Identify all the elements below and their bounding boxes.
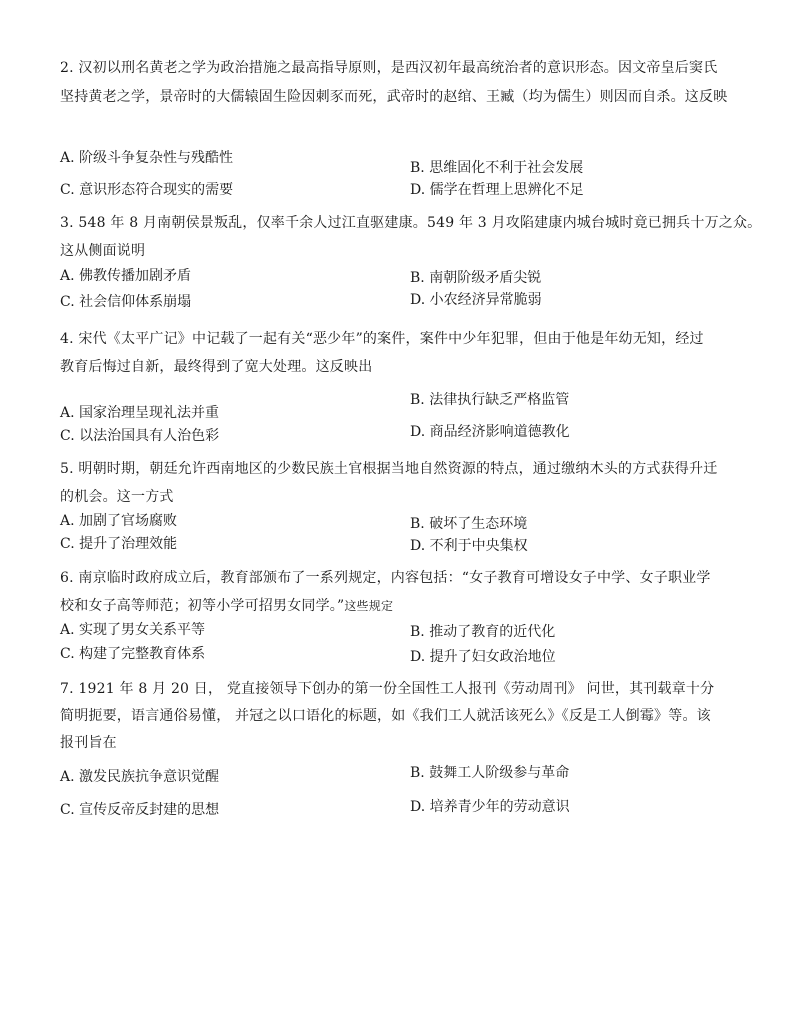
question-4-stem-line-1: 4. 宋代《太平广记》中记载了一起有关“恶少年”的案件，案件中少年犯罪，但由于他是年幼无知，经过	[60, 331, 704, 347]
question-7-stem-line-1: 7. 1921 年 8 月 20 日， 党直接领导下创办的第一份全国性工人报刊《劳动周刊》 问世，其刊载章十分	[60, 681, 715, 697]
question-6-stem-line-2-text: 校和女子高等师范；初等小学可招男女同学。”	[60, 598, 345, 614]
question-7-option-d: D. 培养青少年的劳动意识	[410, 799, 570, 815]
question-3-option-c: C. 社会信仰体系崩塌	[60, 294, 192, 310]
question-6-stem-line-1: 6. 南京临时政府成立后，教育部颁布了一系列规定，内容包括：“女子教育可增设女子中学、女子职业学	[60, 570, 711, 586]
question-2-option-d: D. 儒学在哲理上思辨化不足	[410, 182, 584, 198]
question-6-stem-line-2	[60, 596, 393, 616]
question-6-option-d: D. 提升了妇女政治地位	[410, 649, 556, 665]
question-7-option-a: A. 激发民族抗争意识觉醒	[60, 769, 220, 785]
question-5-option-c: C. 提升了治理效能	[60, 536, 178, 552]
question-6-option-b: B. 推动了教育的近代化	[410, 624, 556, 640]
question-4-option-b: B. 法律执行缺乏严格监管	[410, 392, 570, 408]
question-2-option-b: B. 思维固化不利于社会发展	[410, 160, 584, 176]
question-2-option-a: A. 阶级斗争复杂性与残酷性	[60, 150, 234, 166]
question-4-stem-line-2: 教育后悔过自新，最终得到了宽大处理。这反映出	[60, 359, 373, 375]
question-3-stem-line-1: 3. 548 年 8 月南朝侯景叛乱，仅率千余人过江直驱建康。549 年 3 月攻陷建康内城台城时竟已拥兵十万之众。	[60, 215, 762, 231]
question-4-option-d: D. 商品经济影响道德教化	[410, 424, 570, 440]
question-3-option-b: B. 南朝阶级矛盾尖锐	[410, 270, 542, 286]
question-6-option-c: C. 构建了完整教育体系	[60, 646, 206, 662]
question-2-stem-line-2: 坚持黄老之学，景帝时的大儒辕固生险因刺豕而死，武帝时的赵绾、王臧（均为儒生）则因而自杀。这反映	[60, 89, 728, 105]
question-2-stem-line-1: 2. 汉初以刑名黄老之学为政治措施之最高指导原则，是西汉初年最高统治者的意识形态。因文帝皇后窦氏	[60, 60, 718, 76]
question-7-option-c: C. 宣传反帝反封建的思想	[60, 802, 220, 818]
question-5-stem-line-2: 的机会。这一方式	[60, 489, 174, 505]
question-5-option-a: A. 加剧了官场腐败	[60, 513, 178, 529]
question-7-option-b: B. 鼓舞工人阶级参与革命	[410, 765, 570, 781]
question-7-stem-line-3: 报刊旨在	[60, 735, 117, 751]
question-6-stem-tail: 这些规定	[344, 599, 394, 613]
question-4-option-a: A. 国家治理呈现礼法并重	[60, 405, 220, 421]
question-7-stem-line-2: 简明扼要，语言通俗易懂， 并冠之以口语化的标题，如《我们工人就活该死么》《反是工人倒霉》等。该	[60, 708, 711, 724]
question-4-option-c: C. 以法治国具有人治色彩	[60, 428, 220, 444]
question-5-option-b: B. 破坏了生态环境	[410, 516, 528, 532]
question-2-option-c: C. 意识形态符合现实的需要	[60, 182, 234, 198]
question-3-option-a: A. 佛教传播加剧矛盾	[60, 268, 192, 284]
question-5-stem-line-1: 5. 明朝时期，朝廷允许西南地区的少数民族土官根据当地自然资源的特点，通过缴纳木头的方式获得升迁	[60, 461, 718, 477]
question-6-option-a: A. 实现了男女关系平等	[60, 622, 206, 638]
question-5-option-d: D. 不利于中央集权	[410, 538, 528, 554]
question-3-stem-line-2: 这从侧面说明	[60, 243, 146, 259]
question-3-option-d: D. 小农经济异常脆弱	[410, 292, 542, 308]
